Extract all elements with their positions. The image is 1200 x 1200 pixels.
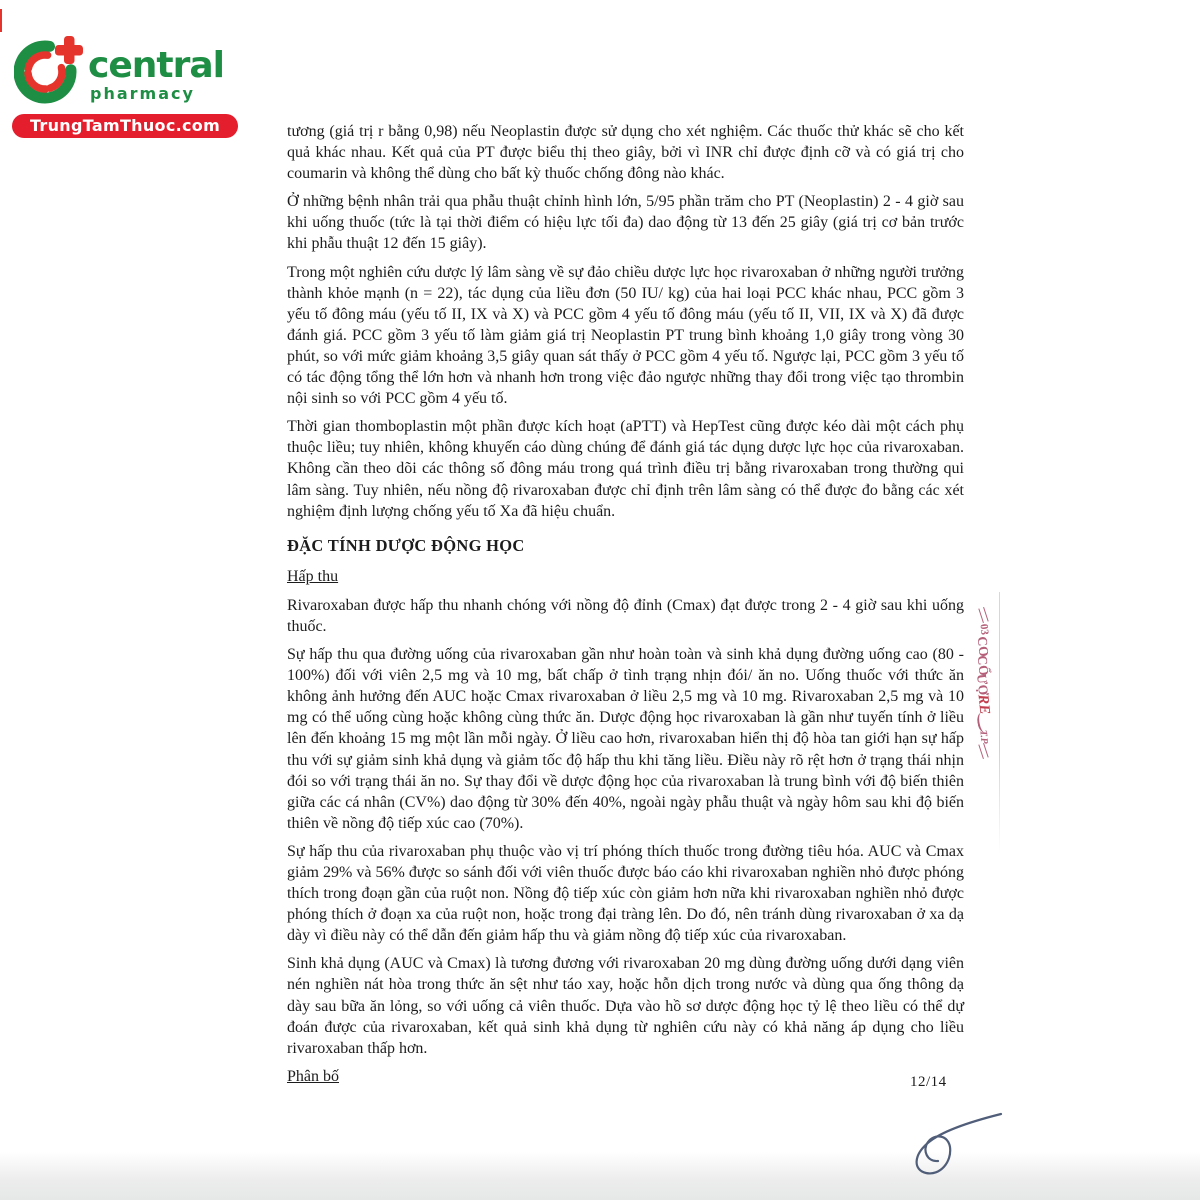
central-pharmacy-logo-icon [14, 34, 86, 106]
subheading-absorption: Hấp thu [287, 567, 339, 585]
scan-edge-mark [0, 9, 2, 32]
paragraph: Thời gian thomboplastin một phần được kích hoạt (aPTT) và HepTest cũng được kéo dài một cách phụ thuộc liều; tuy nhiên, không khuyến cáo dùng chúng để đánh giá tác dụng dược lực học của rivaroxaban. Không cần theo dõi các thông số đông máu trong quá trình điều trị bằng rivaroxaban trong thường qui lâm sàng. Tuy nhiên, nếu nồng độ rivaroxaban được chỉ định trên lâm sàng có thể được đo bằng các xét nghiệm định lượng chống yếu tố Xa đã hiệu chuẩn. [287, 418, 964, 520]
stamp-fragment: CỔ [974, 654, 992, 677]
paragraph: Sự hấp thu của rivaroxaban phụ thuộc vào vị trí phóng thích thuốc trong đường tiêu hóa. AUC và Cmax giảm 29% và 56% được so sánh đối với viên thuốc được báo cáo khi rivaroxaban nghiền nhỏ được phóng thích trong đoạn gần của ruột non. Nồng độ tiếp xúc còn giảm hơn nữa khi rivaroxaban nghiền nhỏ được phóng thích ở đoạn xa của ruột non, hoặc trong đại tràng lên. Do đó, nên tránh dùng rivaroxaban ở xa dạ dày vì điều này có thể dẫn đến giảm hấp thu và giảm nồng độ tiếp xúc của rivaroxaban. [287, 842, 964, 945]
stamp-fragment: CO [974, 635, 992, 658]
stamp-fragment: ƯỢ [974, 673, 992, 696]
document-text-column [287, 121, 964, 1095]
partial-stamp [963, 608, 1003, 758]
stamp-arc-line [978, 743, 988, 759]
page-number: 12/14 [910, 1074, 947, 1090]
paragraph: Trong một nghiên cứu dược lý lâm sàng về sự đảo chiều dược lực học rivaroxaban ở những người trưởng thành khỏe mạnh (n = 22), tác dụng của liều đơn (50 IU/ kg) của hai loại PCC khác nhau, PCC gồm 3 yếu tố đông máu (yếu tố II, IX và X) và PCC gồm 4 yếu tố đông máu (yếu tố II, VII, IX và X) đã được đánh giá. PCC gồm 3 yếu tố làm giảm giá trị Neoplastin PT trung bình khoảng 1,0 giây trong vòng 30 phút, so với mức giảm khoảng 3,5 giây quan sát thấy ở PCC gồm 4 yếu tố. Ngược lại, PCC gồm 3 yếu tố có tác động tổng thể lớn hơn và nhanh hơn trong việc đảo ngược những thay đổi trong việc tạo thrombin nội sinh so với PCC gồm 4 yếu tố. [287, 263, 964, 408]
logo-brand-text: central [88, 45, 224, 86]
stamp-fragment: 03 [976, 623, 991, 636]
stamp-fragment: RE [974, 693, 993, 716]
stamp-arc-line [978, 607, 988, 623]
paragraph: tương (giá trị r bằng 0,98) nếu Neoplastin được sử dụng cho xét nghiệm. Các thuốc thử khác sẽ cho kết quả khác nhau. Kết quả của PT được biểu thị theo giây, bởi vì INR chỉ được định cỡ và có giá trị cho coumarin và không thể dùng cho bất kỳ thuốc chống đông nào khác. [287, 123, 964, 183]
paragraph: Rivaroxaban được hấp thu nhanh chóng với nồng độ đỉnh (Cmax) đạt được trong 2 - 4 giờ sau khi uống thuốc. [287, 596, 964, 635]
section-heading-pharmacokinetics: ĐẶC TÍNH DƯỢC ĐỘNG HỌC [287, 535, 525, 555]
subheading-distribution: Phân bố [287, 1067, 339, 1085]
logo-tagline-text: pharmacy [90, 84, 195, 103]
paragraph: Sinh khả dụng (AUC và Cmax) là tương đương với rivaroxaban 20 mg dùng đường uống dưới dạng viên nén nghiền nát hòa trong thức ăn sệt như táo xay, hoặc hỗn dịch trong nước và dùng qua ống thông dạ dày sau bữa ăn lỏng, so với uống cả viên thuốc. Dựa vào hồ sơ dược động học tỷ lệ theo liều có thể dự đoán được của rivaroxaban, kết quả sinh khả dụng từ nghiên cứu này có khả năng áp dụng cho liều rivaroxaban thấp hơn. [287, 955, 964, 1057]
stamp-fragment: T.P [977, 729, 990, 745]
logo-website-badge: TrungTamThuoc.com [12, 114, 238, 138]
paragraph: Ở những bệnh nhân trải qua phẫu thuật chỉnh hình lớn, 5/95 phần trăm cho PT (Neoplastin) 2 - 4 giờ sau khi uống thuốc (tức là tại thời điểm có hiệu lực tối đa) dao động từ 13 đến 25 giây (giá trị cơ bản trước khi phẫu thuật 12 đến 15 giây). [287, 193, 964, 253]
scan-bottom-shadow [0, 1152, 1200, 1200]
handwritten-signature [893, 1102, 1005, 1180]
paragraph: Sự hấp thu qua đường uống của rivaroxaban gần như hoàn toàn và sinh khả dụng đường uống cao (80 - 100%) đối với viên 2,5 mg và 10 mg, bất chấp ở tình trạng nhịn đói/ ăn no. Uống thuốc với thức ăn không ảnh hưởng đến AUC hoặc Cmax rivaroxaban ở liều 2,5 mg và 10 mg. Rivaroxaban 2,5 mg và 10 mg có thể uống cùng hoặc không cùng thức ăn. Dược động học rivaroxaban là gần như tuyến tính ở liều lên đến khoảng 15 mg một lần mỗi ngày. Ở liều cao hơn, rivaroxaban hiển thị độ hòa tan giới hạn sự hấp thu với sự giảm sinh khả dụng và giảm tốc độ hấp thu khi tăng liều. Điều này rõ rệt hơn ở trạng thái nhịn đói so với trạng thái ăn no. Sự thay đổi về dược động học của rivaroxaban là trung bình với độ biến thiên giữa các cá nhân (CV%) dao động từ 30% đến 40%, ngoài ngày phẫu thuật và ngày hôm sau khi độ biến thiên về nồng độ tiếp xúc cao (70%). [287, 646, 964, 832]
